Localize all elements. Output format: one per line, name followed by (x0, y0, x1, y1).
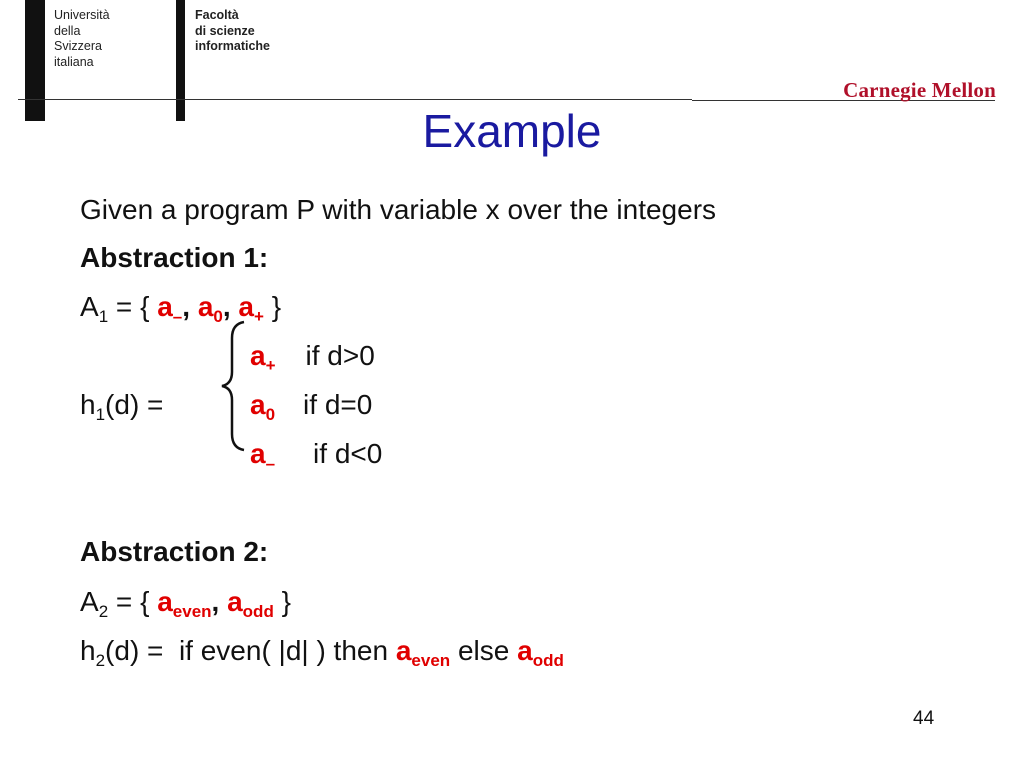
page-number: 44 (913, 708, 935, 729)
usi-line: della (54, 23, 81, 38)
usi-line: Svizzera (54, 39, 102, 53)
h1-definition: $h_1(d)$ = (80, 389, 164, 424)
faculty-logo-text (195, 8, 270, 55)
abstraction2-set: $A_2$ = { $a_{even}$, $a_{odd}$ } (80, 586, 291, 621)
usi-logo-text (54, 8, 110, 70)
curly-brace-icon (218, 320, 248, 452)
case-positive: $a_+$ if d>0 (250, 340, 375, 375)
faculty-line: Facoltà (195, 8, 239, 22)
abstraction1-set: $A_1$ = { $a_-$, $a_0$, $a_+$ } (80, 291, 282, 326)
faculty-line: informatiche (195, 39, 271, 53)
intro-text: Given a program P with variable x over the integers (80, 194, 717, 225)
abstraction1-heading: Abstraction 1: (80, 242, 269, 273)
case-negative: $a_-$ if d<0 (250, 438, 383, 473)
usi-line: italiana (54, 54, 94, 69)
cmu-logo: Carnegie Mellon (843, 78, 996, 102)
slide-title: Example (422, 105, 602, 157)
usi-logo-bar (25, 0, 45, 121)
faculty-logo-bar (176, 0, 185, 121)
header-rule (18, 99, 692, 100)
abstraction2-heading: Abstraction 2: (80, 536, 269, 567)
case-zero: $a_0$ if d=0 (250, 389, 373, 424)
faculty-line: di scienze (195, 23, 255, 38)
usi-line: Università (54, 8, 110, 22)
h2-definition: $h_2(d)$ = if even( |d| ) then $a_{even}$ else $a_{odd}$ (80, 635, 564, 670)
